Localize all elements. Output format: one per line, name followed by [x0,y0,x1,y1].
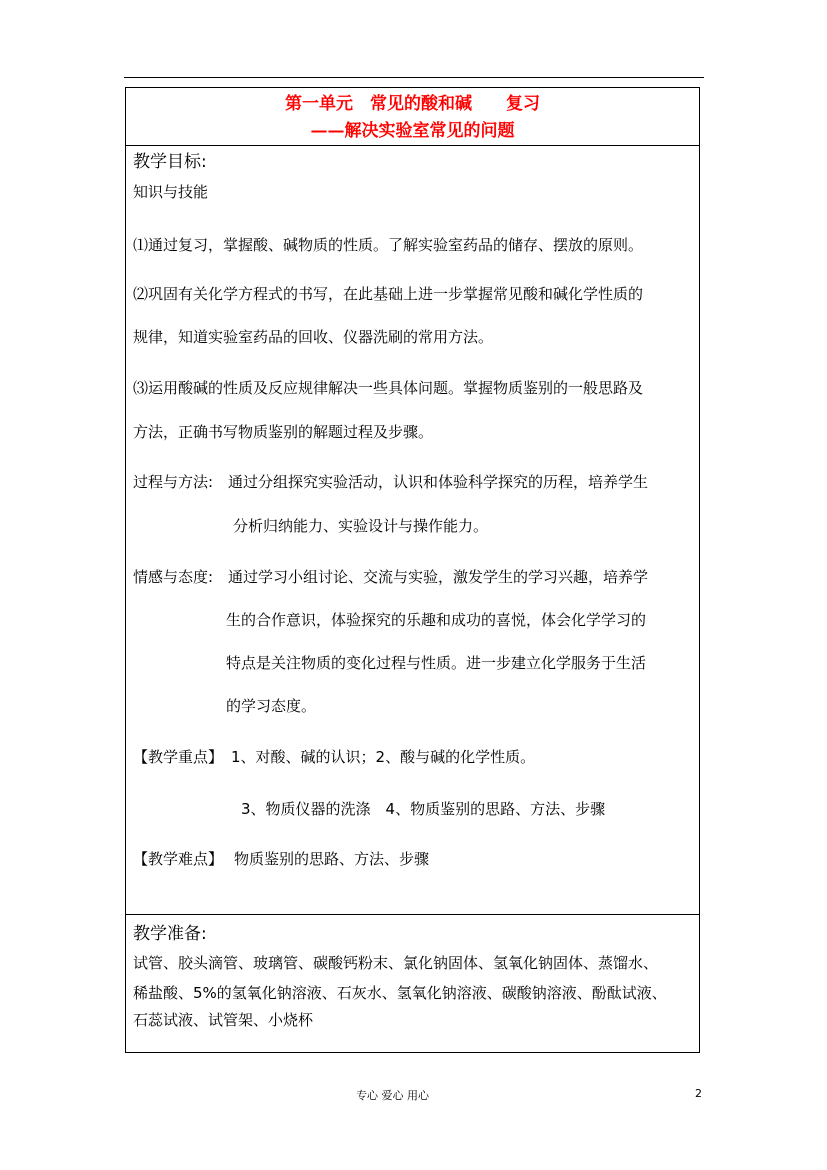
header-rule [124,77,704,78]
difficult-points-label: 【教学难点】 [133,850,224,868]
process-line-1: 通过分组探究实验活动，认识和体验科学探究的历程，培养学生 [228,473,649,491]
lesson-plan-table [125,87,700,1053]
title-divider [126,145,699,146]
emotion-line-1: 通过学习小组讨论、交流与实验，激发学生的学习兴趣，培养学 [228,568,649,586]
key-points-label: 【教学重点】 [133,748,224,766]
footer-motto: 专心 爱心 用心 [356,1089,429,1102]
emotion-line-3: 特点是关注物质的变化过程与性质。进一步建立化学服务于生活 [226,654,647,672]
emotion-line-4: 的学习态度。 [226,697,317,715]
preparation-heading: 教学准备: [133,924,207,944]
objective-item-1: ⑴通过复习，掌握酸、碱物质的性质。了解实验室药品的储存、摆放的原则。 [133,236,644,254]
process-line-2: 分析归纳能力、实验设计与操作能力。 [233,517,489,535]
objective-item-2-line-2: 规律，知道实验室药品的回收、仪器洗刷的常用方法。 [133,328,494,346]
page-number: 2 [695,1087,702,1100]
key-points-line-1: 1、对酸、碱的认识；2、酸与碱的化学性质。 [231,748,536,766]
objective-item-3-line-2: 方法，正确书写物质鉴别的解题过程及步骤。 [133,423,434,441]
preparation-line-2: 稀盐酸、5%的氢氧化钠溶液、石灰水、氢氧化钠溶液、碳酸钠溶液、酚酞试液、 [133,984,667,1002]
process-label: 过程与方法: [133,473,214,491]
preparation-divider [126,914,699,915]
difficult-points-text: 物质鉴别的思路、方法、步骤 [234,850,430,868]
lesson-subtitle: ——解决实验室常见的问题 [310,121,515,141]
preparation-line-3: 石蕊试液、试管架、小烧杯 [133,1011,314,1029]
emotion-label: 情感与态度: [133,568,214,586]
emotion-line-2: 生的合作意识，体验探究的乐趣和成功的喜悦，体会化学学习的 [226,611,647,629]
preparation-line-1: 试管、胶头滴管、玻璃管、碳酸钙粉末、氯化钠固体、氢氧化钠固体、蒸馏水、 [133,954,659,972]
objective-item-3-line-1: ⑶运用酸碱的性质及反应规律解决一些具体问题。掌握物质鉴别的一般思路及 [133,379,644,397]
knowledge-label: 知识与技能 [133,183,209,201]
key-points-line-2: 3、物质仪器的洗涤 4、物质鉴别的思路、方法、步骤 [241,800,606,818]
objective-item-2-line-1: ⑵巩固有关化学方程式的书写，在此基础上进一步掌握常见酸和碱化学性质的 [133,285,644,303]
objectives-heading: 教学目标: [133,152,207,172]
lesson-title: 第一单元 常见的酸和碱 复习 [285,94,540,114]
